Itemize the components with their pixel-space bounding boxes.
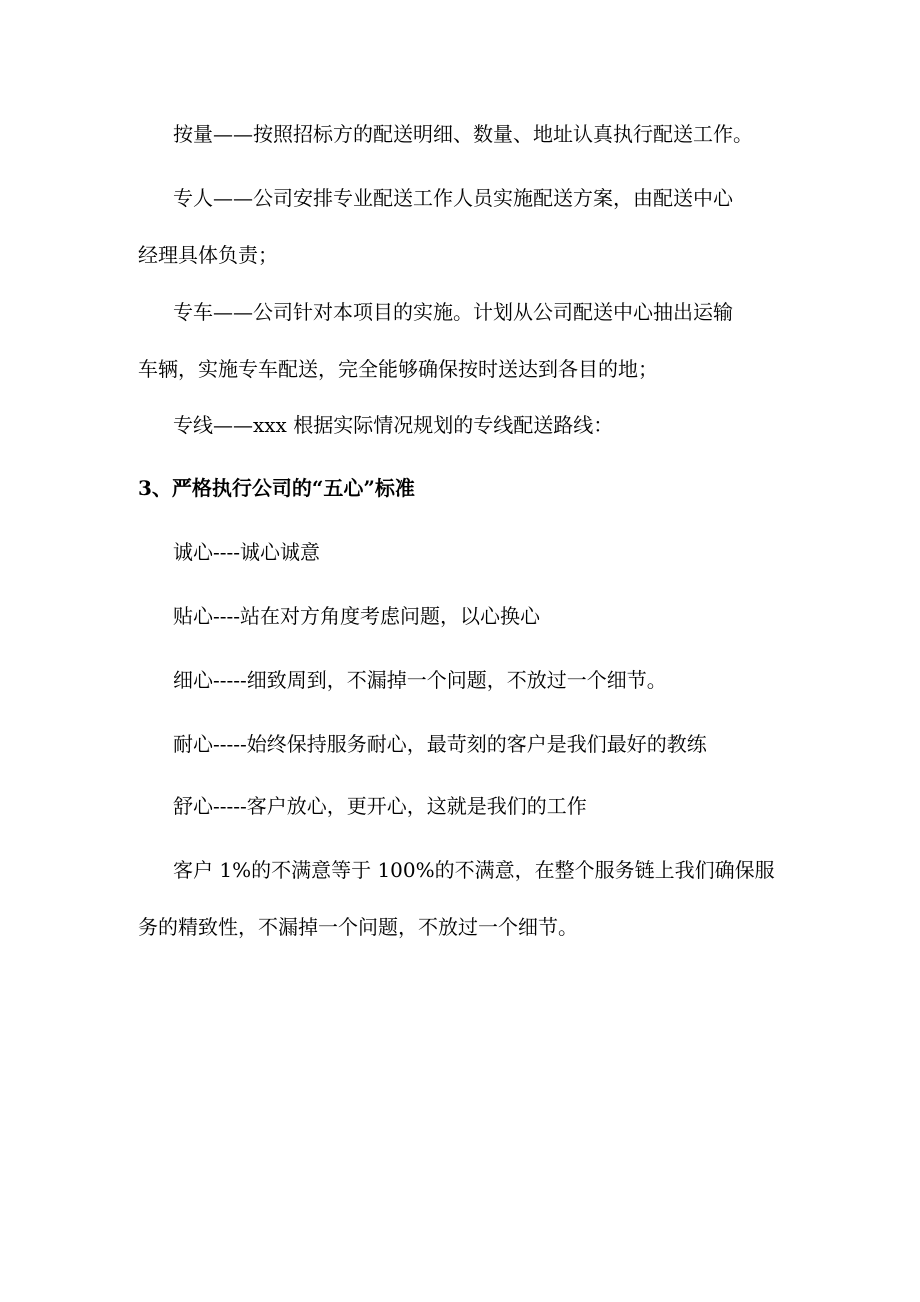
paragraph-line: 经理具体负责；: [138, 243, 278, 267]
paragraph-line: 专人——公司安排专业配送工作人员实施配送方案，由配送中心: [173, 186, 733, 210]
paragraph-by-quantity: [138, 106, 788, 163]
paragraph-line: 专车——公司针对本项目的实施。计划从公司配送中心抽出运输: [173, 300, 733, 324]
paragraph-dedicated-route: [138, 397, 788, 454]
five-hearts-item-comfort: [138, 778, 788, 835]
paragraph-line: 务的精致性，不漏掉一个问题，不放过一个细节。: [138, 915, 578, 939]
list-item: 舒心-----客户放心，更开心，这就是我们的工作: [173, 794, 587, 818]
paragraph-dedicated-staff: [138, 170, 788, 284]
five-hearts-item-sincerity: [138, 524, 788, 581]
paragraph-line: 车辆，实施专车配送，完全能够确保按时送达到各目的地；: [138, 357, 658, 381]
five-hearts-item-careful: [138, 652, 788, 709]
section-heading-text: 3、严格执行公司的“五心”标准: [138, 476, 415, 500]
paragraph-line: 按量——按照招标方的配送明细、数量、地址认真执行配送工作。: [173, 122, 753, 146]
five-hearts-item-considerate: [138, 588, 788, 645]
five-hearts-item-patience: [138, 716, 788, 773]
section-heading: [138, 460, 788, 517]
paragraph-closing: [138, 842, 788, 956]
list-item: 诚心----诚心诚意: [173, 540, 321, 564]
paragraph-dedicated-vehicle: [138, 284, 788, 398]
list-item: 贴心----站在对方角度考虑问题，以心换心: [173, 604, 541, 628]
paragraph-line: 专线——xxx 根据实际情况规划的专线配送路线：: [173, 413, 614, 437]
paragraph-line: 客户 1%的不满意等于 100%的不满意，在整个服务链上我们确保服: [173, 858, 775, 882]
list-item: 细心-----细致周到，不漏掉一个问题，不放过一个细节。: [173, 668, 667, 692]
list-item: 耐心-----始终保持服务耐心，最苛刻的客户是我们最好的教练: [173, 732, 707, 756]
